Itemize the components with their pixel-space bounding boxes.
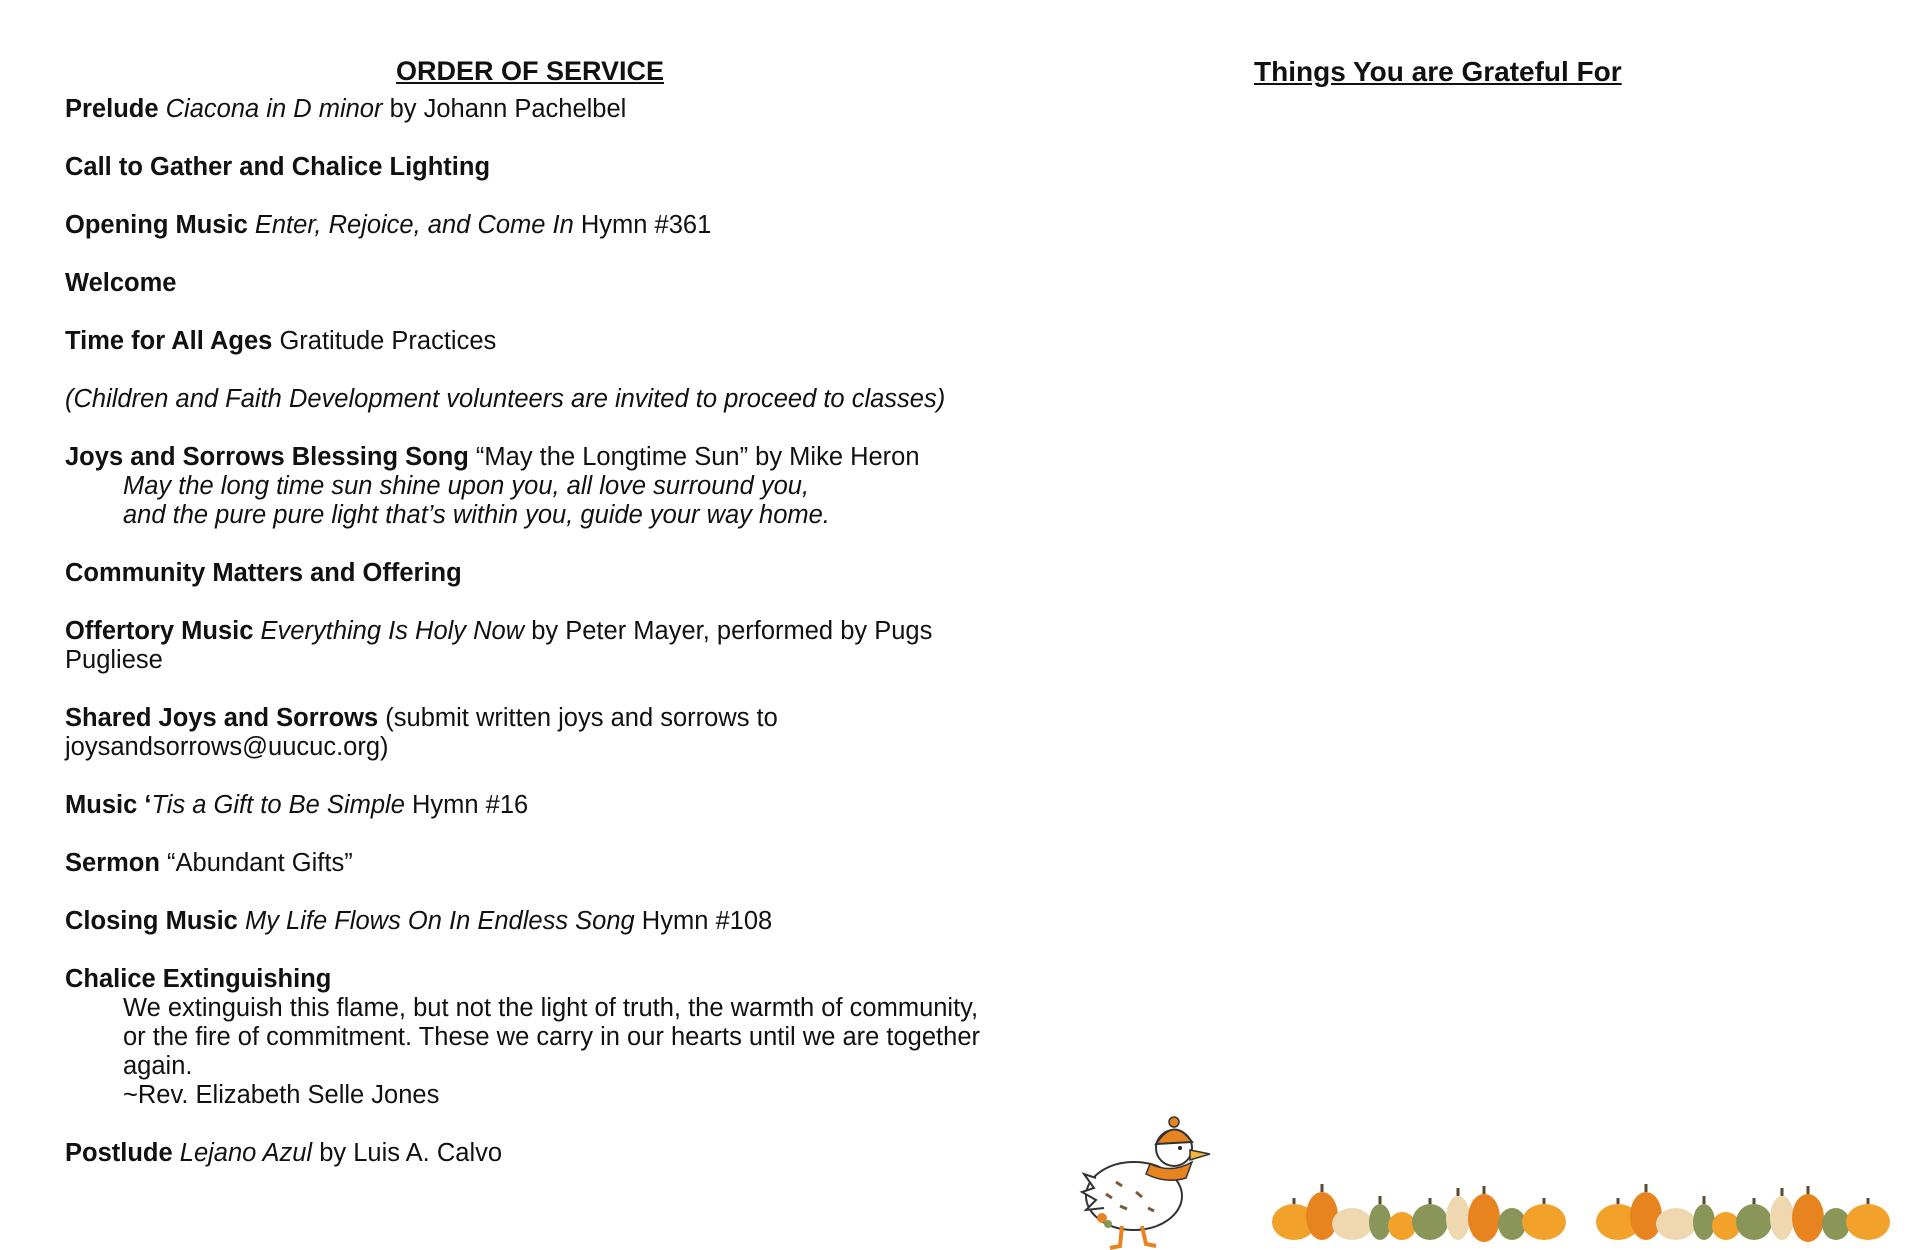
grateful-title: Things You are Grateful For	[1254, 56, 1622, 87]
order-of-service-page	[65, 56, 995, 1197]
pumpkin-row-illustration-2	[1596, 1168, 1906, 1242]
pumpkin-row-illustration	[1272, 1168, 1582, 1242]
order-title: ORDER OF SERVICE	[395, 56, 665, 86]
closing-music-item: Closing Music My Life Flows On In Endless Song Hymn #108	[65, 907, 773, 935]
extinguish-reading: We extinguish this flame, but not the light of truth, the warmth of community, or the fire of commitment. These we carry in our hearts until we are together again. ~Rev. Elizabeth Selle Jones	[123, 994, 980, 1109]
offertory-item: Offertory Music Everything Is Holy Now by Peter Mayer, performed by Pugs Pugliese	[65, 617, 933, 674]
turkey-duck-illustration	[1076, 1108, 1216, 1250]
welcome-item: Welcome	[65, 269, 177, 297]
prelude-item: Prelude Ciacona in D minor by Johann Pachelbel	[65, 95, 627, 123]
gather-item: Call to Gather and Chalice Lighting	[65, 153, 491, 181]
blessing-lyrics: May the long time sun shine upon you, all love surround you, and the pure pure light that’s within you, guide your way home.	[123, 472, 830, 529]
all-ages-item: Time for All Ages Gratitude Practices	[65, 327, 497, 355]
extinguish-item: Chalice Extinguishing We extinguish this flame, but not the light of truth, the warmth of community, or the fire of commitment. These we carry in our hearts until we are together again. ~Rev. Elizabeth Selle Jones	[65, 965, 995, 1110]
community-item: Community Matters and Offering	[65, 559, 462, 587]
postlude-item: Postlude Lejano Azul by Luis A. Calvo	[65, 1139, 503, 1167]
joys-song-item: Joys and Sorrows Blessing Song “May the Longtime Sun” by Mike Heron May the long time sun shine upon you, all love surround you, and the pure pure light that’s within you, guide your way home.	[65, 443, 995, 530]
sermon-item: Sermon “Abundant Gifts”	[65, 849, 353, 877]
music-item: Music ‘Tis a Gift to Be Simple Hymn #16	[65, 791, 529, 819]
shared-joys-item: Shared Joys and Sorrows (submit written joys and sorrows to joysandsorrows@uucuc.org)	[65, 704, 778, 761]
children-note: (Children and Faith Development volunteers are invited to proceed to classes)	[65, 385, 946, 413]
opening-music-item: Opening Music Enter, Rejoice, and Come In Hymn #361	[65, 211, 712, 239]
